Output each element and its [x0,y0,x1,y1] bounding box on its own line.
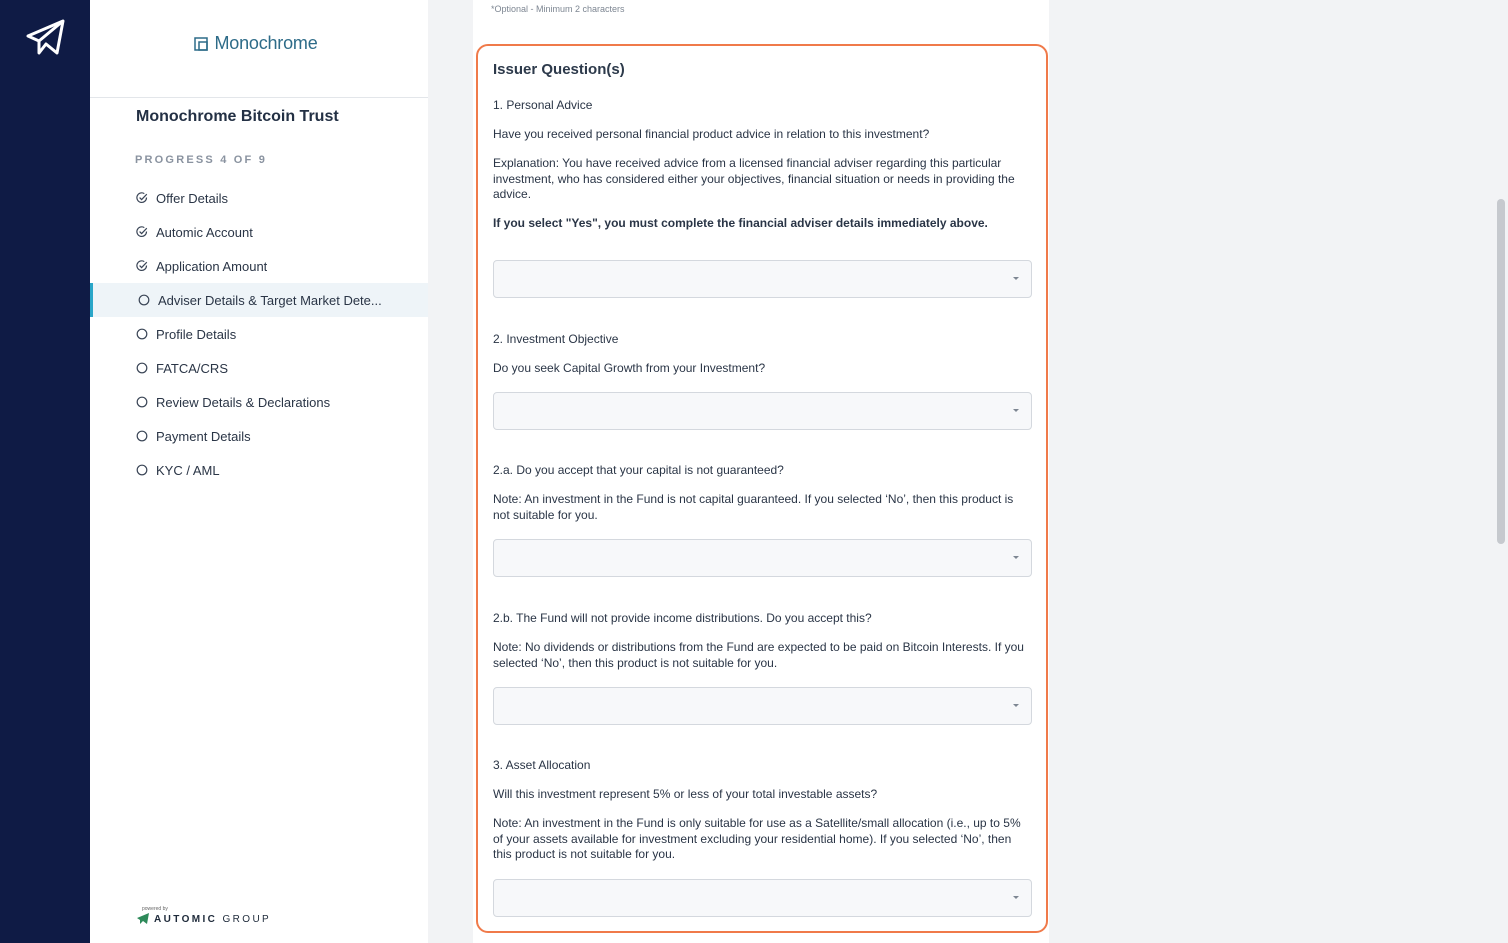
check-circle-icon [136,192,148,204]
income-distributions-select[interactable] [493,687,1032,725]
step-label: Payment Details [156,428,251,444]
q1-heading: 1. Personal Advice [493,98,593,112]
step-adviser-details[interactable] [90,283,428,317]
caret-down-icon [1012,701,1020,709]
group-name-bold: AUTOMIC [154,913,218,925]
q2b-note: Note: No dividends or distributions from the Fund are expected to be paid on Bitcoin Interests. If you selected ‘No’, then this product is not suitable for you. [493,640,1024,670]
group-name-rest: GROUP [217,913,272,925]
progress-indicator: PROGRESS 4 OF 9 [135,154,268,166]
circle-icon [136,396,148,408]
circle-icon [138,294,150,306]
step-profile-details[interactable] [90,317,428,351]
circle-icon [136,430,148,442]
step-review-details[interactable] [90,385,428,419]
form-content [473,0,1049,943]
section-title: Issuer Question(s) [493,61,625,78]
check-circle-icon [136,226,148,238]
step-label: Offer Details [156,190,229,206]
personal-advice-select[interactable] [493,260,1032,298]
send-arrow-icon[interactable] [25,17,67,59]
brand-name: Monochrome [214,33,318,53]
step-label: KYC / AML [156,462,220,478]
step-label: Application Amount [156,258,268,274]
progress-sidebar [90,0,428,943]
q1-question: Have you received personal financial product advice in relation to this investment? [493,127,930,141]
circle-icon [136,328,148,340]
q1-explanation: Explanation: You have received advice from a licensed financial adviser regarding this particular investment, who has considered either your objectives, financial situation or needs in providing the advice. [493,156,1015,201]
step-label: Review Details & Declarations [156,394,331,410]
q3-note: Note: An investment in the Fund is only suitable for use as a Satellite/small allocation (i.e., up to 5% of your assets available for investment excluding your residential home). If you selected ‘No’, then this product is not suitable for you. [493,816,1021,861]
circle-icon [136,464,148,476]
step-application-amount[interactable] [90,249,428,283]
brand-mark-icon [194,37,208,51]
brand-logo [194,33,317,54]
step-label: Profile Details [156,326,237,342]
q2-heading: 2. Investment Objective [493,332,619,346]
powered-by-text: powered by [142,906,168,912]
step-label: Adviser Details & Target Market Dete... [158,292,382,308]
circle-icon [136,362,148,374]
capital-growth-select[interactable] [493,392,1032,430]
page-scrollbar-thumb[interactable] [1497,199,1505,544]
q1-bold-note: If you select "Yes", you must complete the financial adviser details immediately above. [493,216,988,230]
q2-question: Do you seek Capital Growth from your Investment? [493,361,766,375]
q2a-question: 2.a. Do you accept that your capital is not guaranteed? [493,463,784,477]
caret-down-icon [1012,406,1020,414]
offer-title: Monochrome Bitcoin Trust [136,108,339,125]
brand-header [90,0,428,98]
optional-hint: *Optional - Minimum 2 characters [491,4,625,14]
q2b-question: 2.b. The Fund will not provide income distributions. Do you accept this? [493,611,872,625]
step-offer-details[interactable] [90,181,428,215]
asset-allocation-select[interactable] [493,879,1032,917]
q3-question: Will this investment represent 5% or less of your total investable assets? [493,787,878,801]
q2a-note: Note: An investment in the Fund is not capital guaranteed. If you selected ‘No’, then this product is not suitable for you. [493,492,1014,522]
automic-logo-icon [136,912,150,926]
step-list [90,181,428,487]
step-kyc-aml[interactable] [90,453,428,487]
step-label: FATCA/CRS [156,360,228,376]
step-label: Automic Account [156,224,253,240]
check-circle-icon [136,260,148,272]
capital-not-guaranteed-select[interactable] [493,539,1032,577]
issuer-questions-panel [476,44,1048,933]
app-rail [0,0,90,943]
step-automic-account[interactable] [90,215,428,249]
caret-down-icon [1012,893,1020,901]
caret-down-icon [1012,274,1020,282]
caret-down-icon [1012,553,1020,561]
q3-heading: 3. Asset Allocation [493,758,591,772]
step-fatca-crs[interactable] [90,351,428,385]
step-payment-details[interactable] [90,419,428,453]
